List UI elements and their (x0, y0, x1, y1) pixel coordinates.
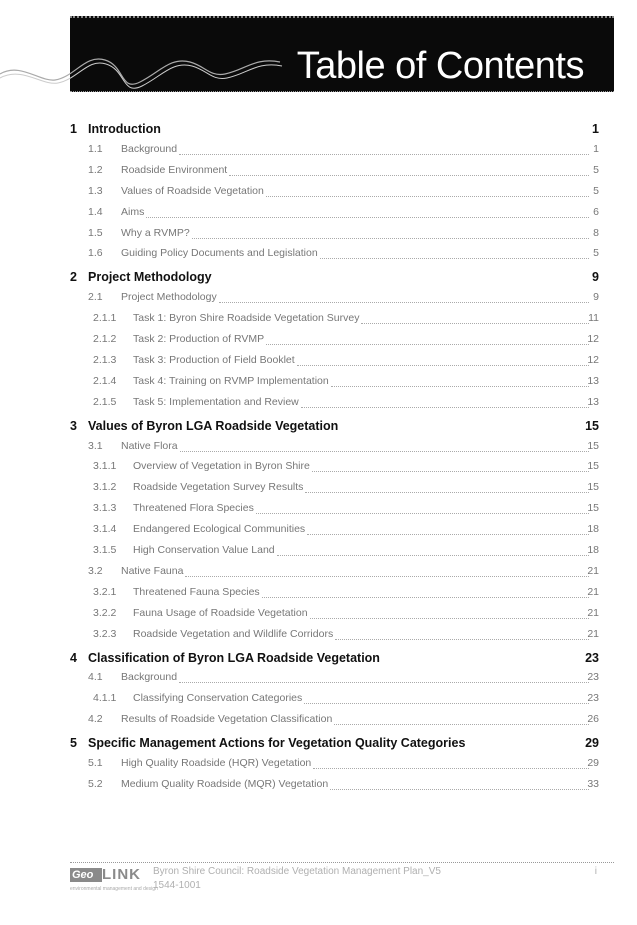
toc-entry-title: Task 3: Production of Field Booklet (133, 353, 295, 366)
toc-entry-number: 3.2.2 (93, 606, 117, 619)
toc-entry-page: 18 (587, 544, 599, 556)
toc-entry-number: 2.1.5 (93, 395, 117, 408)
logo-tagline: environmental management and design (70, 886, 158, 892)
header-rule (70, 91, 614, 92)
toc-entry-page: 15 (587, 502, 599, 515)
toc-entry[interactable] (0, 565, 637, 585)
toc-leader-dots (310, 618, 589, 619)
toc-entry-title: High Quality Roadside (HQR) Vegetation (121, 757, 312, 769)
toc-entry-page: 18 (587, 523, 599, 536)
toc-entry[interactable] (0, 291, 637, 311)
toc-entry-title: Project Methodology (121, 291, 217, 304)
toc-entry-title: Threatened Flora Species (133, 502, 254, 515)
toc-entry[interactable] (0, 143, 637, 163)
swoosh-decoration (0, 52, 300, 112)
toc-entry[interactable] (0, 544, 637, 564)
toc-entry[interactable] (0, 713, 637, 733)
toc-leader-dots (335, 639, 589, 640)
toc-entry-page: 23 (587, 692, 599, 705)
toc-entry-page: 23 (587, 671, 599, 684)
toc-entry[interactable] (0, 586, 637, 606)
toc-entry[interactable] (0, 778, 637, 798)
toc-leader-dots (262, 597, 589, 598)
toc-entry[interactable] (0, 607, 637, 627)
toc-section-heading[interactable] (0, 122, 637, 142)
toc-leader-dots (179, 154, 589, 155)
toc-entry[interactable] (0, 247, 637, 267)
toc-entry-page: 21 (587, 564, 599, 577)
toc-leader-dots (334, 724, 589, 725)
toc-entry[interactable] (0, 692, 637, 712)
toc-entry-title: Task 4: Training on RVMP Implementation (133, 374, 329, 387)
toc-entry-title: Endangered Ecological Communities (133, 523, 306, 536)
toc-entry-title: Native Flora (121, 439, 178, 452)
toc-entry-page: 12 (587, 353, 599, 366)
toc-entry-title: Specific Management Actions for Vegetation Quality Categories (88, 736, 466, 751)
toc-entry-number: 4.1 (88, 671, 103, 684)
toc-entry-number: 5.2 (88, 777, 103, 790)
toc-entry[interactable] (0, 206, 637, 226)
footer-page-number: i (594, 866, 597, 877)
toc-leader-dots (277, 555, 589, 556)
toc-leader-dots (229, 175, 589, 176)
toc-leader-dots (331, 386, 589, 387)
toc-entry-number: 1.6 (88, 247, 103, 260)
toc-entry-page: 9 (593, 291, 599, 304)
toc-entry-number: 3.1.2 (93, 481, 117, 494)
toc-leader-dots (266, 196, 589, 197)
toc-entry[interactable] (0, 333, 637, 353)
logo-geo: Geo (70, 868, 102, 882)
toc-entry-number: 4.2 (88, 713, 103, 726)
logo-link: LINK (102, 866, 141, 883)
toc-entry-title: Threatened Fauna Species (133, 585, 260, 598)
toc-entry-number: 3.2 (88, 564, 103, 577)
toc-entry-page: 5 (593, 163, 599, 176)
toc-leader-dots (330, 789, 589, 790)
toc-entry-page: 12 (587, 333, 599, 345)
toc-leader-dots (266, 344, 589, 345)
toc-entry-title: Native Fauna (121, 564, 184, 577)
toc-entry-page: 1 (592, 122, 599, 136)
toc-entry-page: 21 (587, 606, 599, 619)
toc-entry-title: Medium Quality Roadside (MQR) Vegetation (121, 777, 329, 790)
toc-entry[interactable] (0, 523, 637, 543)
toc-entry-page: 5 (593, 184, 599, 197)
toc-entry-page: 26 (587, 713, 599, 726)
toc-leader-dots (297, 365, 589, 366)
toc-entry[interactable] (0, 354, 637, 374)
toc-entry-title: Results of Roadside Vegetation Classification (121, 713, 333, 726)
toc-entry-number: 1.5 (88, 226, 103, 239)
toc-entry-number: 3.1.3 (93, 502, 117, 515)
toc-entry[interactable] (0, 757, 637, 777)
toc-entry[interactable] (0, 396, 637, 416)
toc-entry-page: 13 (587, 395, 599, 408)
toc-entry-title: Roadside Vegetation Survey Results (133, 481, 304, 494)
toc-entry-page: 21 (587, 627, 599, 640)
toc-entry-page: 1 (593, 142, 599, 155)
toc-entry[interactable] (0, 164, 637, 184)
toc-leader-dots (320, 258, 589, 259)
toc-entry-number: 3.1.4 (93, 523, 117, 536)
toc-entry-title: Classification of Byron LGA Roadside Vegetation (88, 650, 380, 665)
toc-entry-number: 2.1.3 (93, 353, 117, 366)
toc-entry-page: 23 (585, 650, 599, 665)
toc-entry-page: 29 (587, 757, 599, 769)
toc-entry-page: 15 (587, 460, 599, 473)
toc-entry-page: 5 (593, 247, 599, 260)
toc-entry-title: Aims (121, 205, 145, 218)
toc-entry-page: 15 (585, 418, 599, 433)
toc-section-heading[interactable] (0, 736, 637, 756)
toc-entry-number: 4.1.1 (93, 692, 117, 705)
toc-entry-page: 6 (593, 205, 599, 218)
toc-entry-title: Background (121, 142, 178, 155)
toc-entry-number: 2 (70, 270, 77, 285)
geolink-logo (70, 866, 158, 894)
toc-entry[interactable] (0, 227, 637, 247)
toc-leader-dots (313, 768, 589, 769)
toc-entry-number: 2.1.4 (93, 374, 117, 387)
toc-entry[interactable] (0, 312, 637, 332)
toc-entry-page: 15 (587, 481, 599, 494)
toc-entry-page: 9 (592, 270, 599, 285)
toc-entry-number: 4 (70, 650, 77, 665)
footer-document-number: 1544-1001 (153, 880, 201, 891)
toc-entry[interactable] (0, 460, 637, 480)
toc-entry-title: Task 2: Production of RVMP (133, 333, 265, 345)
toc-entry-page: 29 (585, 736, 599, 751)
toc-entry-number: 2.1.1 (93, 312, 117, 325)
toc-entry-number: 5 (70, 736, 77, 751)
toc-entry[interactable] (0, 481, 637, 501)
toc-entry-page: 13 (587, 374, 599, 387)
toc-entry-title: Values of Roadside Vegetation (121, 184, 264, 197)
toc-entry-number: 1.3 (88, 184, 103, 197)
toc-leader-dots (305, 492, 589, 493)
toc-entry-title: Classifying Conservation Categories (133, 692, 303, 705)
toc-entry[interactable] (0, 671, 637, 691)
toc-entry-number: 3.1.1 (93, 460, 117, 473)
toc-leader-dots (304, 703, 589, 704)
toc-entry-page: 8 (593, 226, 599, 239)
toc-leader-dots (180, 451, 589, 452)
toc-leader-dots (256, 513, 589, 514)
toc-entry-number: 2.1.2 (93, 333, 117, 345)
toc-entry-number: 1.2 (88, 163, 103, 176)
toc-section-heading[interactable] (0, 419, 637, 439)
toc-entry-number: 5.1 (88, 757, 103, 769)
toc-entry-title: High Conservation Value Land (133, 544, 275, 556)
toc-entry-title: Fauna Usage of Roadside Vegetation (133, 606, 308, 619)
toc-entry-page: 21 (587, 585, 599, 598)
toc-entry-number: 1.4 (88, 205, 103, 218)
toc-section-heading[interactable] (0, 270, 637, 290)
footer-rule (70, 862, 614, 863)
toc-leader-dots (179, 682, 589, 683)
toc-entry-number: 3.1.5 (93, 544, 117, 556)
toc-leader-dots (307, 534, 589, 535)
toc-entry-title: Why a RVMP? (121, 226, 190, 239)
toc-leader-dots (185, 576, 589, 577)
toc-entry-number: 3.1 (88, 439, 103, 452)
toc-entry-title: Task 5: Implementation and Review (133, 395, 299, 408)
toc-entry-title: Introduction (88, 122, 161, 136)
toc-entry[interactable] (0, 375, 637, 395)
toc-section-heading[interactable] (0, 651, 637, 671)
toc-entry-page: 11 (588, 312, 599, 325)
toc-entry-number: 1 (70, 122, 77, 136)
toc-leader-dots (192, 238, 589, 239)
toc-leader-dots (219, 302, 589, 303)
toc-entry-number: 1.1 (88, 142, 103, 155)
toc-entry[interactable] (0, 502, 637, 522)
toc-entry[interactable] (0, 185, 637, 205)
toc-leader-dots (361, 323, 589, 324)
toc-entry-number: 3.2.1 (93, 585, 117, 598)
toc-entry[interactable] (0, 440, 637, 460)
toc-entry-title: Values of Byron LGA Roadside Vegetation (88, 418, 339, 433)
footer-document-title: Byron Shire Council: Roadside Vegetation Management Plan_V5 (153, 866, 441, 877)
toc-leader-dots (301, 407, 589, 408)
toc-leader-dots (146, 217, 589, 218)
toc-entry-page: 33 (587, 777, 599, 790)
toc-entry-title: Overview of Vegetation in Byron Shire (133, 460, 310, 473)
toc-entry-number: 3.2.3 (93, 627, 117, 640)
toc-entry-number: 3 (70, 418, 77, 433)
toc-entry[interactable] (0, 628, 637, 648)
toc-entry-title: Guiding Policy Documents and Legislation (121, 247, 318, 260)
toc-entry-number: 2.1 (88, 291, 103, 304)
toc-entry-title: Background (121, 671, 178, 684)
page-title: Table of Contents (296, 45, 584, 87)
toc-entry-page: 15 (587, 439, 599, 452)
toc-entry-title: Task 1: Byron Shire Roadside Vegetation Survey (133, 312, 360, 325)
toc-entry-title: Project Methodology (88, 270, 212, 285)
toc-entry-title: Roadside Environment (121, 163, 228, 176)
toc-leader-dots (312, 471, 589, 472)
toc-entry-title: Roadside Vegetation and Wildlife Corridors (133, 627, 334, 640)
